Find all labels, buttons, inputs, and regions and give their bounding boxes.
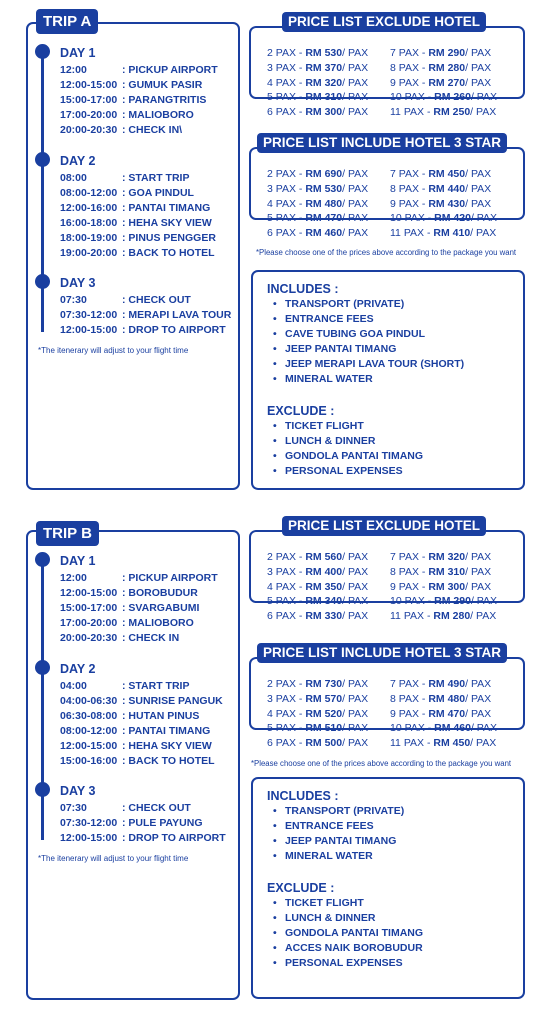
event-desc: : DROP TO AIRPORT xyxy=(122,324,226,336)
itinerary-event xyxy=(60,63,240,78)
price-item: 6 PAX - RM 460/ PAX xyxy=(267,227,369,240)
trip-a-price-include xyxy=(249,133,525,240)
day-title: DAY 2 xyxy=(60,154,96,168)
price-card xyxy=(249,147,525,240)
bullet-icon: • xyxy=(273,942,277,954)
itinerary-event xyxy=(60,831,240,846)
event-time: 19:00-20:00 xyxy=(60,247,118,259)
price-grid xyxy=(267,167,517,241)
event-desc: : SUNRISE PANGUK xyxy=(122,695,223,707)
itinerary-event xyxy=(60,679,240,694)
bullet-icon: • xyxy=(273,450,277,462)
event-desc: : BACK TO HOTEL xyxy=(122,247,215,259)
price-row xyxy=(267,211,517,226)
event-desc: : CHECK IN\ xyxy=(122,124,183,136)
event-desc: : SVARGABUMI xyxy=(122,602,200,614)
bullet-icon: • xyxy=(273,957,277,969)
price-row xyxy=(267,609,517,624)
timeline-dot-icon xyxy=(35,660,50,675)
event-desc: : CHECK IN xyxy=(122,632,180,644)
price-grid xyxy=(267,677,517,751)
price-row xyxy=(267,721,517,736)
itinerary-event xyxy=(60,754,240,769)
exclude-heading: EXCLUDE : xyxy=(267,404,335,418)
itinerary-note: *The itenerary will adjust to your flight time xyxy=(38,346,189,355)
list-item: • TRANSPORT (PRIVATE) xyxy=(273,805,405,817)
event-time: 20:00-20:30 xyxy=(60,632,118,644)
event-desc: : PANTAI TIMANG xyxy=(122,725,211,737)
itinerary-event xyxy=(60,123,240,138)
bullet-icon: • xyxy=(273,805,277,817)
bullet-icon: • xyxy=(273,820,277,832)
list-item: • MINERAL WATER xyxy=(273,373,373,385)
event-time: 18:00-19:00 xyxy=(60,232,118,244)
list-item: • ACCES NAIK BOROBUDUR xyxy=(273,942,423,954)
price-item: 4 PAX - RM 520/ PAX xyxy=(267,707,369,720)
includes-heading: INCLUDES : xyxy=(267,282,339,296)
event-time: 20:00-20:30 xyxy=(60,124,118,136)
price-row xyxy=(267,565,517,580)
price-item: 9 PAX - RM 300/ PAX xyxy=(390,580,492,593)
event-desc: : PINUS PENGGER xyxy=(122,232,216,244)
price-item: 4 PAX - RM 480/ PAX xyxy=(267,197,369,210)
list-item: • LUNCH & DINNER xyxy=(273,435,376,447)
price-row xyxy=(267,90,517,105)
price-card xyxy=(249,26,525,119)
price-item: 4 PAX - RM 320/ PAX xyxy=(267,76,369,89)
itinerary-event xyxy=(60,216,240,231)
event-desc: : PICKUP AIRPORT xyxy=(122,572,218,584)
event-time: 12:00-15:00 xyxy=(60,79,118,91)
trip-b-section xyxy=(0,512,534,1012)
list-item: • JEEP PANTAI TIMANG xyxy=(273,343,397,355)
event-time: 08:00-12:00 xyxy=(60,725,118,737)
trip-b-day-3 xyxy=(60,781,240,846)
trip-a-day-2 xyxy=(60,151,240,261)
list-item: • ENTRANCE FEES xyxy=(273,313,374,325)
timeline-dot-icon xyxy=(35,152,50,167)
includes-list xyxy=(273,804,521,864)
itinerary-event xyxy=(60,308,240,323)
price-card xyxy=(249,530,525,623)
price-row xyxy=(267,167,517,182)
list-item: • CAVE TUBING GOA PINDUL xyxy=(273,328,426,340)
price-item: 3 PAX - RM 370/ PAX xyxy=(267,61,369,74)
price-item: 11 PAX - RM 280/ PAX xyxy=(390,610,497,623)
event-desc: : PANTAI TIMANG xyxy=(122,202,211,214)
bullet-icon: • xyxy=(273,343,277,355)
event-desc: : START TRIP xyxy=(122,172,190,184)
timeline-dot-icon xyxy=(35,552,50,567)
event-desc: : HEHA SKY VIEW xyxy=(122,217,212,229)
price-item: 2 PAX - RM 530/ PAX xyxy=(267,47,369,59)
price-row xyxy=(267,736,517,751)
includes-heading: INCLUDES : xyxy=(267,789,339,803)
price-item: 6 PAX - RM 330/ PAX xyxy=(267,610,369,623)
event-desc: : START TRIP xyxy=(122,680,190,692)
event-desc: : PARANGTRITIS xyxy=(122,94,207,106)
bullet-icon: • xyxy=(273,328,277,340)
price-list-title: PRICE LIST INCLUDE HOTEL 3 STAR xyxy=(257,643,507,663)
price-item: 7 PAX - RM 490/ PAX xyxy=(390,678,492,690)
event-desc: : GUMUK PASIR xyxy=(122,79,203,91)
itinerary-event xyxy=(60,816,240,831)
list-item: • JEEP PANTAI TIMANG xyxy=(273,835,397,847)
day-title: DAY 2 xyxy=(60,662,96,676)
price-row xyxy=(267,105,517,120)
price-item: 6 PAX - RM 300/ PAX xyxy=(267,106,369,119)
price-row xyxy=(267,197,517,212)
event-desc: : CHECK OUT xyxy=(122,294,191,306)
price-item: 9 PAX - RM 270/ PAX xyxy=(390,76,492,89)
price-item: 5 PAX - RM 310/ PAX xyxy=(267,91,369,104)
price-list-title: PRICE LIST EXCLUDE HOTEL xyxy=(282,516,486,536)
event-desc: : PICKUP AIRPORT xyxy=(122,64,218,76)
itinerary-note: *The itenerary will adjust to your flight time xyxy=(38,854,189,863)
price-item: 5 PAX - RM 510/ PAX xyxy=(267,722,369,735)
price-item: 10 PAX - RM 290/ PAX xyxy=(390,595,498,608)
event-time: 08:00-12:00 xyxy=(60,187,118,199)
price-item: 8 PAX - RM 480/ PAX xyxy=(390,692,492,705)
price-item: 10 PAX - RM 260/ PAX xyxy=(390,91,498,104)
price-list-title: PRICE LIST INCLUDE HOTEL 3 STAR xyxy=(257,133,507,153)
trip-b-price-exclude xyxy=(249,516,525,623)
itinerary-event xyxy=(60,186,240,201)
list-item: • PERSONAL EXPENSES xyxy=(273,957,403,969)
itinerary-event xyxy=(60,293,240,308)
price-item: 10 PAX - RM 420/ PAX xyxy=(390,212,498,225)
timeline-dot-icon xyxy=(35,44,50,59)
itinerary-event xyxy=(60,801,240,816)
price-item: 4 PAX - RM 350/ PAX xyxy=(267,580,369,593)
list-item: • PERSONAL EXPENSES xyxy=(273,465,403,477)
event-time: 07:30-12:00 xyxy=(60,817,118,829)
trip-b-day-1 xyxy=(60,551,240,646)
price-row xyxy=(267,46,517,61)
event-time: 15:00-17:00 xyxy=(60,94,118,106)
itinerary-event xyxy=(60,323,240,338)
event-time: 12:00 xyxy=(60,64,87,76)
itinerary-event xyxy=(60,631,240,646)
price-item: 8 PAX - RM 310/ PAX xyxy=(390,565,492,578)
event-time: 12:00 xyxy=(60,572,87,584)
bullet-icon: • xyxy=(273,835,277,847)
list-item: • LUNCH & DINNER xyxy=(273,912,376,924)
price-item: 2 PAX - RM 730/ PAX xyxy=(267,678,369,690)
trip-a-itinerary-card xyxy=(26,22,240,490)
price-item: 7 PAX - RM 290/ PAX xyxy=(390,47,492,59)
price-item: 2 PAX - RM 690/ PAX xyxy=(267,168,369,180)
trip-a-section xyxy=(0,0,534,500)
exclude-list xyxy=(273,896,521,971)
event-time: 07:30 xyxy=(60,294,87,306)
event-time: 04:00 xyxy=(60,680,87,692)
event-desc: : BOROBUDUR xyxy=(122,587,198,599)
itinerary-event xyxy=(60,201,240,216)
day-title: DAY 3 xyxy=(60,784,96,798)
timeline-dot-icon xyxy=(35,782,50,797)
includes-list xyxy=(273,297,521,387)
event-time: 08:00 xyxy=(60,172,87,184)
bullet-icon: • xyxy=(273,897,277,909)
event-time: 16:00-18:00 xyxy=(60,217,118,229)
price-list-title: PRICE LIST EXCLUDE HOTEL xyxy=(282,12,486,32)
event-time: 06:30-08:00 xyxy=(60,710,118,722)
event-time: 12:00-16:00 xyxy=(60,202,118,214)
event-time: 12:00-15:00 xyxy=(60,324,118,336)
event-desc: : PULE PAYUNG xyxy=(122,817,203,829)
trip-a-day-1 xyxy=(60,43,240,138)
event-desc: : DROP TO AIRPORT xyxy=(122,832,226,844)
price-row xyxy=(267,707,517,722)
trip-b-price-include xyxy=(249,643,525,750)
price-row xyxy=(267,226,517,241)
price-item: 7 PAX - RM 320/ PAX xyxy=(390,551,492,563)
trip-a-includes-card xyxy=(251,270,525,490)
itinerary-event xyxy=(60,108,240,123)
price-item: 3 PAX - RM 570/ PAX xyxy=(267,692,369,705)
itinerary-event xyxy=(60,246,240,261)
trip-a-day-3 xyxy=(60,273,240,338)
list-item: • TICKET FLIGHT xyxy=(273,420,364,432)
bullet-icon: • xyxy=(273,373,277,385)
trip-b-includes-card xyxy=(251,777,525,999)
itinerary-event xyxy=(60,571,240,586)
list-item: • GONDOLA PANTAI TIMANG xyxy=(273,927,424,939)
event-desc: : GOA PINDUL xyxy=(122,187,194,199)
itinerary-event xyxy=(60,724,240,739)
itinerary-event xyxy=(60,694,240,709)
event-time: 12:00-15:00 xyxy=(60,740,118,752)
price-item: 5 PAX - RM 470/ PAX xyxy=(267,212,369,225)
event-time: 17:00-20:00 xyxy=(60,617,118,629)
price-item: 11 PAX - RM 250/ PAX xyxy=(390,106,497,119)
price-item: 11 PAX - RM 410/ PAX xyxy=(390,227,497,240)
price-row xyxy=(267,692,517,707)
exclude-list xyxy=(273,419,521,479)
event-time: 04:00-06:30 xyxy=(60,695,118,707)
timeline-line xyxy=(41,560,44,840)
price-card xyxy=(249,657,525,750)
list-item: • GONDOLA PANTAI TIMANG xyxy=(273,450,424,462)
bullet-icon: • xyxy=(273,358,277,370)
event-time: 12:00-15:00 xyxy=(60,832,118,844)
event-time: 15:00-17:00 xyxy=(60,602,118,614)
bullet-icon: • xyxy=(273,912,277,924)
day-title: DAY 1 xyxy=(60,46,96,60)
timeline-line xyxy=(41,52,44,332)
itinerary-event xyxy=(60,78,240,93)
price-row xyxy=(267,182,517,197)
day-title: DAY 1 xyxy=(60,554,96,568)
trip-a-price-exclude xyxy=(249,12,525,119)
trip-a-title: TRIP A xyxy=(36,9,98,34)
bullet-icon: • xyxy=(273,435,277,447)
list-item: • MINERAL WATER xyxy=(273,850,373,862)
price-item: 8 PAX - RM 440/ PAX xyxy=(390,182,492,195)
event-time: 07:30 xyxy=(60,802,87,814)
price-item: 7 PAX - RM 450/ PAX xyxy=(390,168,492,180)
event-desc: : HUTAN PINUS xyxy=(122,710,200,722)
price-row xyxy=(267,594,517,609)
event-desc: : HEHA SKY VIEW xyxy=(122,740,212,752)
price-item: 9 PAX - RM 470/ PAX xyxy=(390,707,492,720)
price-row xyxy=(267,76,517,91)
event-time: 12:00-15:00 xyxy=(60,587,118,599)
bullet-icon: • xyxy=(273,927,277,939)
event-desc: : MALIOBORO xyxy=(122,617,194,629)
price-row xyxy=(267,580,517,595)
price-item: 9 PAX - RM 430/ PAX xyxy=(390,197,492,210)
day-title: DAY 3 xyxy=(60,276,96,290)
price-item: 10 PAX - RM 460/ PAX xyxy=(390,722,498,735)
price-note: *Please choose one of the prices above according to the package you want xyxy=(256,248,517,257)
event-time: 07:30-12:00 xyxy=(60,309,118,321)
itinerary-event xyxy=(60,709,240,724)
trip-b-itinerary-card xyxy=(26,530,240,1000)
price-item: 3 PAX - RM 530/ PAX xyxy=(267,182,369,195)
price-item: 11 PAX - RM 450/ PAX xyxy=(390,737,497,750)
price-grid xyxy=(267,46,517,120)
price-item: 2 PAX - RM 560/ PAX xyxy=(267,551,369,563)
price-item: 3 PAX - RM 400/ PAX xyxy=(267,565,369,578)
event-desc: : BACK TO HOTEL xyxy=(122,755,215,767)
list-item: • TICKET FLIGHT xyxy=(273,897,364,909)
trip-b-title: TRIP B xyxy=(36,521,99,546)
event-desc: : CHECK OUT xyxy=(122,802,191,814)
price-row xyxy=(267,550,517,565)
itinerary-event xyxy=(60,586,240,601)
itinerary-event xyxy=(60,231,240,246)
event-desc: : MERAPI LAVA TOUR xyxy=(122,309,232,321)
price-grid xyxy=(267,550,517,624)
itinerary-event xyxy=(60,93,240,108)
price-row xyxy=(267,677,517,692)
itinerary-event xyxy=(60,171,240,186)
bullet-icon: • xyxy=(273,298,277,310)
event-time: 17:00-20:00 xyxy=(60,109,118,121)
timeline-dot-icon xyxy=(35,274,50,289)
list-item: • ENTRANCE FEES xyxy=(273,820,374,832)
bullet-icon: • xyxy=(273,465,277,477)
event-time: 15:00-16:00 xyxy=(60,755,118,767)
bullet-icon: • xyxy=(273,313,277,325)
list-item: • JEEP MERAPI LAVA TOUR (SHORT) xyxy=(273,358,465,370)
trip-b-day-2 xyxy=(60,659,240,769)
price-item: 6 PAX - RM 500/ PAX xyxy=(267,737,369,750)
exclude-heading: EXCLUDE : xyxy=(267,881,335,895)
itinerary-event xyxy=(60,601,240,616)
price-row xyxy=(267,61,517,76)
price-note: *Please choose one of the prices above according to the package you want xyxy=(251,759,512,768)
bullet-icon: • xyxy=(273,420,277,432)
list-item: • TRANSPORT (PRIVATE) xyxy=(273,298,405,310)
itinerary-event xyxy=(60,616,240,631)
price-item: 8 PAX - RM 280/ PAX xyxy=(390,61,492,74)
itinerary-event xyxy=(60,739,240,754)
event-desc: : MALIOBORO xyxy=(122,109,194,121)
price-item: 5 PAX - RM 340/ PAX xyxy=(267,595,369,608)
bullet-icon: • xyxy=(273,850,277,862)
